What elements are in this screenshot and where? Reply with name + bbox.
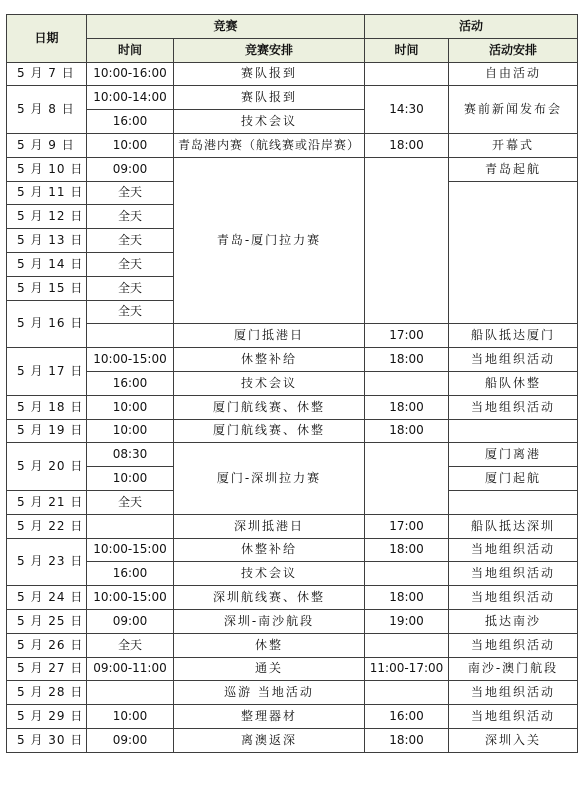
activity-item-cell: 当地组织活动 xyxy=(449,395,578,419)
race-time-cell: 10:00 xyxy=(87,133,174,157)
activity-item-cell: 开幕式 xyxy=(449,133,578,157)
table-row xyxy=(7,705,578,729)
date-cell: 5 月 22 日 xyxy=(7,514,87,538)
table-row xyxy=(7,157,578,181)
activity-item-cell: 当地组织活动 xyxy=(449,562,578,586)
race-time-cell: 10:00 xyxy=(87,419,174,443)
activity-time-cell xyxy=(365,633,449,657)
race-item-cell: 技术会议 xyxy=(174,371,365,395)
activity-time-cell: 16:00 xyxy=(365,705,449,729)
activity-item-cell xyxy=(449,181,578,324)
header-activity-schedule: 活动安排 xyxy=(449,38,578,62)
date-cell: 5 月 14 日 xyxy=(7,252,87,276)
race-time-cell: 09:00 xyxy=(87,157,174,181)
race-item-cell: 深圳抵港日 xyxy=(174,514,365,538)
activity-time-cell: 18:00 xyxy=(365,538,449,562)
date-cell: 5 月 9 日 xyxy=(7,133,87,157)
activity-item-cell: 当地组织活动 xyxy=(449,538,578,562)
header-race-schedule: 竞赛安排 xyxy=(174,38,365,62)
table-row xyxy=(7,419,578,443)
activity-item-cell xyxy=(449,419,578,443)
activity-time-cell xyxy=(365,62,449,86)
race-time-cell: 09:00 xyxy=(87,728,174,752)
activity-item-cell: 船队抵达厦门 xyxy=(449,324,578,348)
race-time-cell xyxy=(87,514,174,538)
race-item-cell: 青岛-厦门拉力赛 xyxy=(174,157,365,324)
race-item-cell: 休整补给 xyxy=(174,348,365,372)
activity-item-cell: 当地组织活动 xyxy=(449,705,578,729)
race-time-cell: 全天 xyxy=(87,252,174,276)
race-time-cell: 全天 xyxy=(87,633,174,657)
race-time-cell: 08:30 xyxy=(87,443,174,467)
date-cell: 5 月 25 日 xyxy=(7,609,87,633)
activity-time-cell xyxy=(365,443,449,514)
race-item-cell: 休整补给 xyxy=(174,538,365,562)
table-row xyxy=(7,371,578,395)
race-time-cell: 16:00 xyxy=(87,371,174,395)
activity-time-cell: 19:00 xyxy=(365,609,449,633)
date-cell: 5 月 23 日 xyxy=(7,538,87,586)
activity-item-cell: 自由活动 xyxy=(449,62,578,86)
race-item-cell: 赛队报到 xyxy=(174,86,365,110)
activity-time-cell: 14:30 xyxy=(365,86,449,134)
table-row xyxy=(7,514,578,538)
table-row xyxy=(7,86,578,110)
table-row xyxy=(7,62,578,86)
race-item-cell: 赛队报到 xyxy=(174,62,365,86)
race-item-cell: 深圳-南沙航段 xyxy=(174,609,365,633)
activity-time-cell: 17:00 xyxy=(365,514,449,538)
race-time-cell: 10:00-14:00 xyxy=(87,86,174,110)
race-time-cell: 10:00-15:00 xyxy=(87,538,174,562)
race-time-cell: 10:00-15:00 xyxy=(87,348,174,372)
activity-item-cell: 当地组织活动 xyxy=(449,348,578,372)
race-item-cell: 技术会议 xyxy=(174,562,365,586)
race-item-cell: 厦门-深圳拉力赛 xyxy=(174,443,365,514)
race-item-cell: 整理器材 xyxy=(174,705,365,729)
activity-item-cell: 厦门起航 xyxy=(449,467,578,491)
date-cell: 5 月 21 日 xyxy=(7,490,87,514)
race-time-cell: 09:00 xyxy=(87,609,174,633)
race-time-cell: 全天 xyxy=(87,229,174,253)
date-cell: 5 月 28 日 xyxy=(7,681,87,705)
activity-item-cell: 当地组织活动 xyxy=(449,586,578,610)
race-item-cell: 离澳返深 xyxy=(174,728,365,752)
race-time-cell: 全天 xyxy=(87,300,174,324)
date-cell: 5 月 13 日 xyxy=(7,229,87,253)
date-cell: 5 月 27 日 xyxy=(7,657,87,681)
date-cell: 5 月 11 日 xyxy=(7,181,87,205)
activity-item-cell: 当地组织活动 xyxy=(449,633,578,657)
activity-item-cell: 当地组织活动 xyxy=(449,681,578,705)
race-time-cell: 10:00-16:00 xyxy=(87,62,174,86)
date-cell: 5 月 19 日 xyxy=(7,419,87,443)
table-row xyxy=(7,586,578,610)
race-item-cell: 深圳航线赛、休整 xyxy=(174,586,365,610)
activity-item-cell: 南沙-澳门航段 xyxy=(449,657,578,681)
header-activity-time: 时间 xyxy=(365,38,449,62)
activity-time-cell: 18:00 xyxy=(365,348,449,372)
race-time-cell: 全天 xyxy=(87,490,174,514)
race-item-cell: 厦门航线赛、休整 xyxy=(174,395,365,419)
race-time-cell xyxy=(87,681,174,705)
activity-time-cell: 18:00 xyxy=(365,395,449,419)
activity-item-cell: 厦门离港 xyxy=(449,443,578,467)
race-item-cell: 通关 xyxy=(174,657,365,681)
date-cell: 5 月 10 日 xyxy=(7,157,87,181)
date-cell: 5 月 7 日 xyxy=(7,62,87,86)
activity-time-cell: 18:00 xyxy=(365,133,449,157)
table-row xyxy=(7,324,578,348)
header-race-time: 时间 xyxy=(87,38,174,62)
header-race: 竞赛 xyxy=(87,15,365,39)
table-row xyxy=(7,728,578,752)
header-date: 日期 xyxy=(7,15,87,63)
race-item-cell: 休整 xyxy=(174,633,365,657)
activity-time-cell: 18:00 xyxy=(365,728,449,752)
activity-item-cell: 抵达南沙 xyxy=(449,609,578,633)
date-cell: 5 月 8 日 xyxy=(7,86,87,134)
race-time-cell: 10:00-15:00 xyxy=(87,586,174,610)
activity-item-cell: 船队休整 xyxy=(449,371,578,395)
race-time-cell: 10:00 xyxy=(87,467,174,491)
table-row xyxy=(7,681,578,705)
date-cell: 5 月 18 日 xyxy=(7,395,87,419)
race-time-cell: 全天 xyxy=(87,276,174,300)
table-row xyxy=(7,538,578,562)
activity-item-cell: 青岛起航 xyxy=(449,157,578,181)
race-time-cell: 10:00 xyxy=(87,395,174,419)
date-cell: 5 月 29 日 xyxy=(7,705,87,729)
date-cell: 5 月 12 日 xyxy=(7,205,87,229)
activity-time-cell: 17:00 xyxy=(365,324,449,348)
table-row xyxy=(7,562,578,586)
activity-time-cell: 18:00 xyxy=(365,419,449,443)
table-row xyxy=(7,657,578,681)
race-item-cell: 厦门抵港日 xyxy=(174,324,365,348)
header-activity: 活动 xyxy=(365,15,578,39)
activity-item-cell: 船队抵达深圳 xyxy=(449,514,578,538)
activity-time-cell xyxy=(365,562,449,586)
race-time-cell: 全天 xyxy=(87,205,174,229)
activity-time-cell xyxy=(365,371,449,395)
table-row xyxy=(7,443,578,467)
activity-time-cell: 18:00 xyxy=(365,586,449,610)
table-row xyxy=(7,609,578,633)
race-time-cell: 全天 xyxy=(87,181,174,205)
date-cell: 5 月 16 日 xyxy=(7,300,87,348)
activity-time-cell xyxy=(365,681,449,705)
date-cell: 5 月 17 日 xyxy=(7,348,87,396)
race-item-cell: 青岛港内赛（航线赛或沿岸赛） xyxy=(174,133,365,157)
schedule-table xyxy=(6,14,578,753)
activity-item-cell xyxy=(449,490,578,514)
race-item-cell: 技术会议 xyxy=(174,110,365,134)
race-time-cell: 16:00 xyxy=(87,562,174,586)
table-row xyxy=(7,348,578,372)
race-time-cell: 16:00 xyxy=(87,110,174,134)
activity-time-cell xyxy=(365,157,449,324)
race-time-cell: 10:00 xyxy=(87,705,174,729)
activity-time-cell: 11:00-17:00 xyxy=(365,657,449,681)
race-item-cell: 厦门航线赛、休整 xyxy=(174,419,365,443)
table-row xyxy=(7,395,578,419)
header-row xyxy=(7,15,578,39)
race-time-cell xyxy=(87,324,174,348)
date-cell: 5 月 15 日 xyxy=(7,276,87,300)
date-cell: 5 月 20 日 xyxy=(7,443,87,491)
activity-item-cell: 赛前新闻发布会 xyxy=(449,86,578,134)
subheader-row xyxy=(7,38,578,62)
table-row xyxy=(7,633,578,657)
date-cell: 5 月 24 日 xyxy=(7,586,87,610)
date-cell: 5 月 26 日 xyxy=(7,633,87,657)
race-time-cell: 09:00-11:00 xyxy=(87,657,174,681)
date-cell: 5 月 30 日 xyxy=(7,728,87,752)
activity-item-cell: 深圳入关 xyxy=(449,728,578,752)
race-item-cell: 巡游 当地活动 xyxy=(174,681,365,705)
